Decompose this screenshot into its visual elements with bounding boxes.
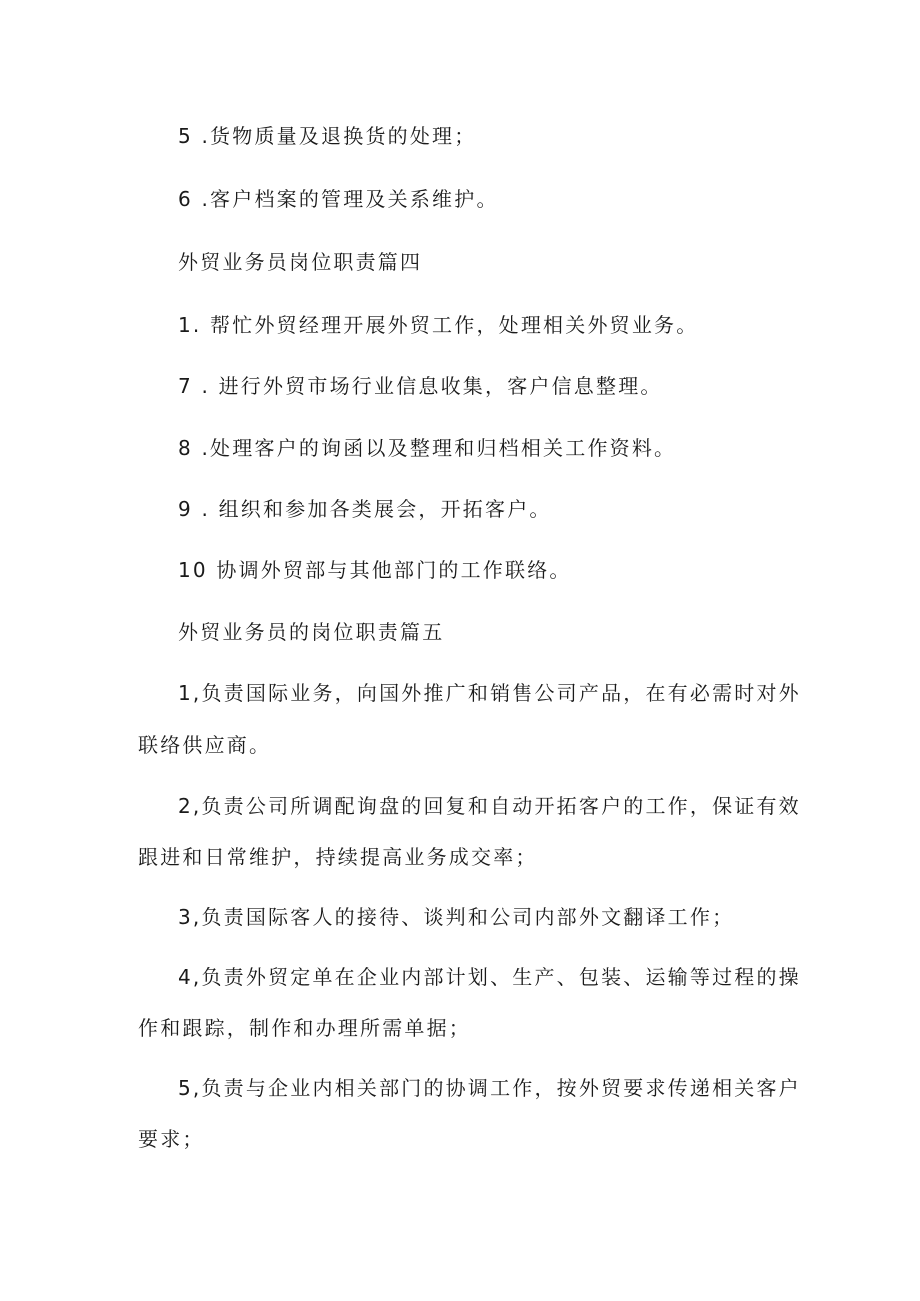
list-item-7: 7 . 进行外贸市场行业信息收集，客户信息整理。 [178, 374, 663, 398]
section-heading-5: 外贸业务员的岗位职责篇五 [178, 620, 445, 644]
duty-4-line-2: 作和跟踪，制作和办理所需单据； [138, 1016, 471, 1040]
list-item-8: 8 .处理客户的询函以及整理和归档相关工作资料。 [178, 436, 677, 460]
list-item-9: 9 . 组织和参加各类展会，开拓客户。 [178, 497, 552, 521]
duty-2-line-1: 2,负责公司所调配询盘的回复和自动开拓客户的工作，保证有效 [178, 794, 801, 818]
duty-1-line-1: 1,负责国际业务，向国外推广和销售公司产品，在有必需时对外 [178, 681, 801, 705]
duty-1-line-2: 联络供应商。 [138, 733, 272, 757]
duty-3: 3,负责国际客人的接待、谈判和公司内部外文翻译工作； [178, 905, 735, 929]
duty-4-line-1: 4,负责外贸定单在企业内部计划、生产、包装、运输等过程的操 [178, 965, 801, 989]
list-item-10: 10 协调外贸部与其他部门的工作联络。 [178, 558, 572, 582]
list-item-5: 5 .货物质量及退换货的处理； [178, 124, 477, 148]
list-item-1: 1. 帮忙外贸经理开展外贸工作，处理相关外贸业务。 [178, 313, 699, 337]
duty-5-line-1: 5,负责与企业内相关部门的协调工作，按外贸要求传递相关客户 [178, 1076, 801, 1100]
list-item-6: 6 .客户档案的管理及关系维护。 [178, 187, 499, 211]
section-heading-4: 外贸业务员岗位职责篇四 [178, 250, 423, 274]
duty-5-line-2: 要求； [138, 1127, 205, 1151]
duty-2-line-2: 跟进和日常维护，持续提高业务成交率； [138, 845, 538, 869]
